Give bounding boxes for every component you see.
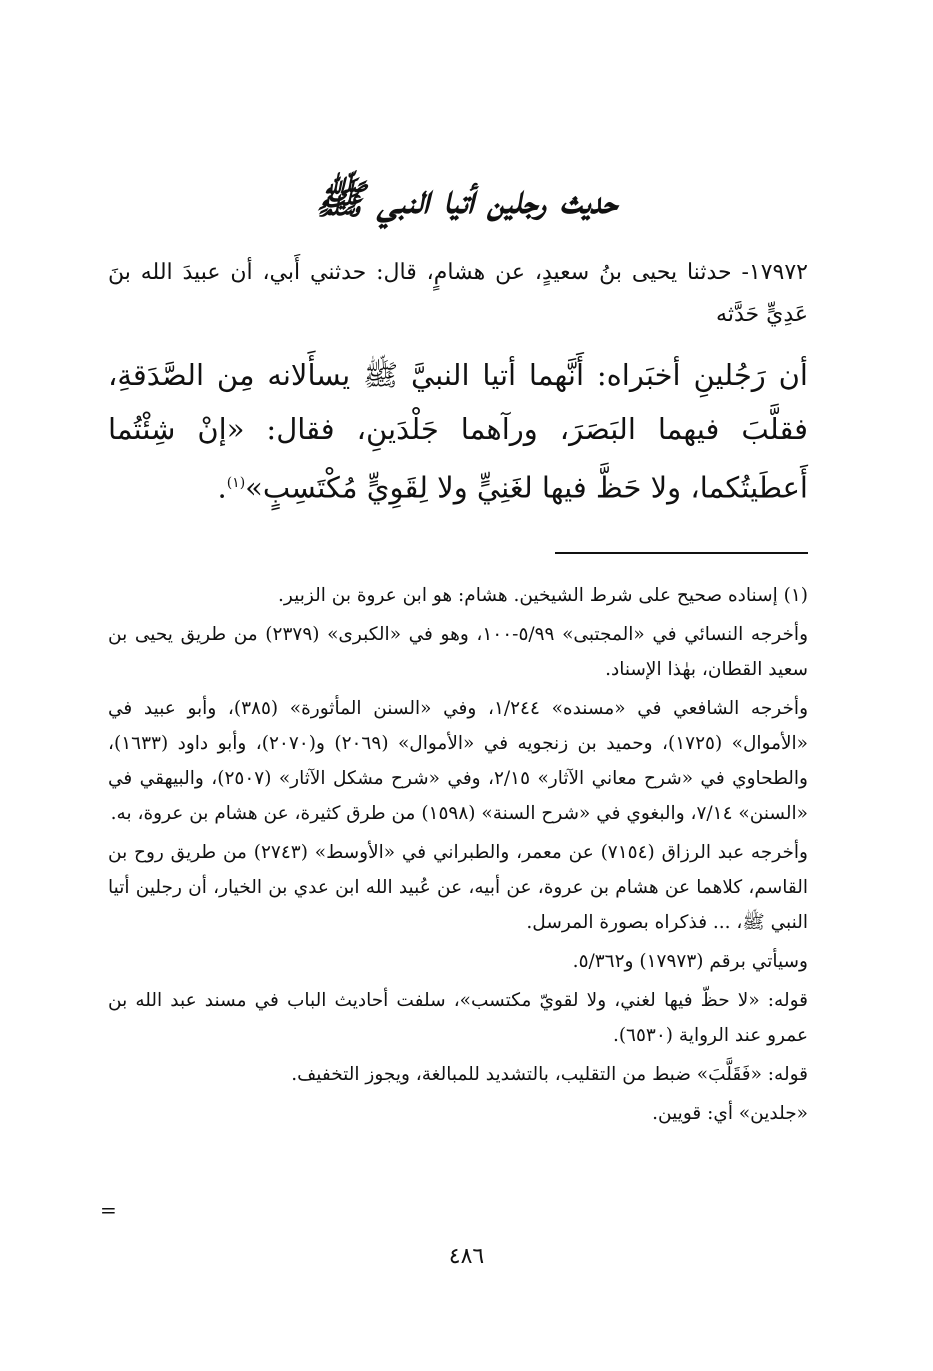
- footnote-paragraph: وسيأتي برقم (١٧٩٧٣) و٥/٣٦٢.: [572, 951, 808, 972]
- chapter-title: حديث رجلين أتيا النبي ﷺ: [315, 176, 618, 223]
- footnote-paragraph: وأخرجه عبد الرزاق (٧١٥٤) عن معمر، والطبراني في «الأوسط» (٢٧٤٣) من طريق روح بن القاسم، كلاهما عن هشام بن عروة، عن أبيه، عن عُبيد الله ابن عدي بن الخيار، أن رجلين أتيا النبي ﷺ، ... فذكراه بصورة المرسل.: [108, 842, 808, 933]
- footnote-paragraph: قوله: «لا حظّ فيها لغني، ولا لقويّ مكتسب»، سلفت أحاديث الباب في مسند عبد الله بن عمرو عند الرواية (٦٥٣٠).: [108, 990, 808, 1046]
- continuation-mark: =: [100, 1198, 117, 1222]
- footnote-paragraph: وأخرجه النسائي في «المجتبى» ٥/٩٩-١٠٠، وهو في «الكبرى» (٢٣٧٩) من طريق يحيى بن سعيد القطان، بهٰذا الإسناد.: [108, 624, 808, 680]
- footnote-paragraph: قوله: «فَقَلَّبَ» ضبط من التقليب، بالتشديد للمبالغة، ويجوز التخفيف.: [291, 1064, 808, 1085]
- footnote-paragraph: وأخرجه الشافعي في «مسنده» ١/٢٤٤، وفي «السنن المأثورة» (٣٨٥)، وأبو عبيد في «الأموال» (١٧٢٥)، وحميد بن زنجويه في «الأموال» (٢٠٦٩) و(٢٠٧٠)، وأبو داود (١٦٣٣)، والطحاوي في «شرح معاني الآثار» ٢/١٥، وفي «شرح مشكل الآثار» (٢٥٠٧)، والبيهقي في «السنن» ٧/١٤، والبغوي في «شرح السنة» (١٥٩٨) من طرق كثيرة، عن هشام بن عروة، به.: [108, 698, 808, 824]
- footnotes: [108, 578, 808, 1135]
- footnote-separator: [555, 552, 808, 554]
- hadith-matn-text: أن رَجُلينِ أخبَراه: أَنَّهما أتيا النبيَّ ﷺ يسأَلانه مِن الصَّدَقةِ، فقلَّبَ فيهما البَصَرَ، ورآهما جَلْدَينِ، فقال: «إنْ شِئْتُما أَعطَيتُكما، ولا حَظَّ فيها لغَنِيٍّ ولا لِقَوِيٍّ مُكْتَسِبٍ»: [108, 358, 808, 505]
- footnote-marker: (١): [226, 475, 246, 491]
- footnote-paragraph: (١) إسناده صحيح على شرط الشيخين. هشام: هو ابن عروة بن الزبير.: [278, 585, 808, 606]
- hadith-isnad: ١٧٩٧٢- حدثنا يحيى بنُ سعيدٍ، عن هشامٍ، قال: حدثني أَبي، أن عبيدَ الله بنَ عَدِيٍّ حَدَّثه: [108, 260, 808, 327]
- footnote-paragraph: «جلدين» أي: قويين.: [652, 1103, 808, 1124]
- hadith-matn-end: .: [217, 470, 227, 505]
- page-number: ٤٨٦: [448, 1244, 485, 1269]
- hadith-matn: [108, 348, 808, 515]
